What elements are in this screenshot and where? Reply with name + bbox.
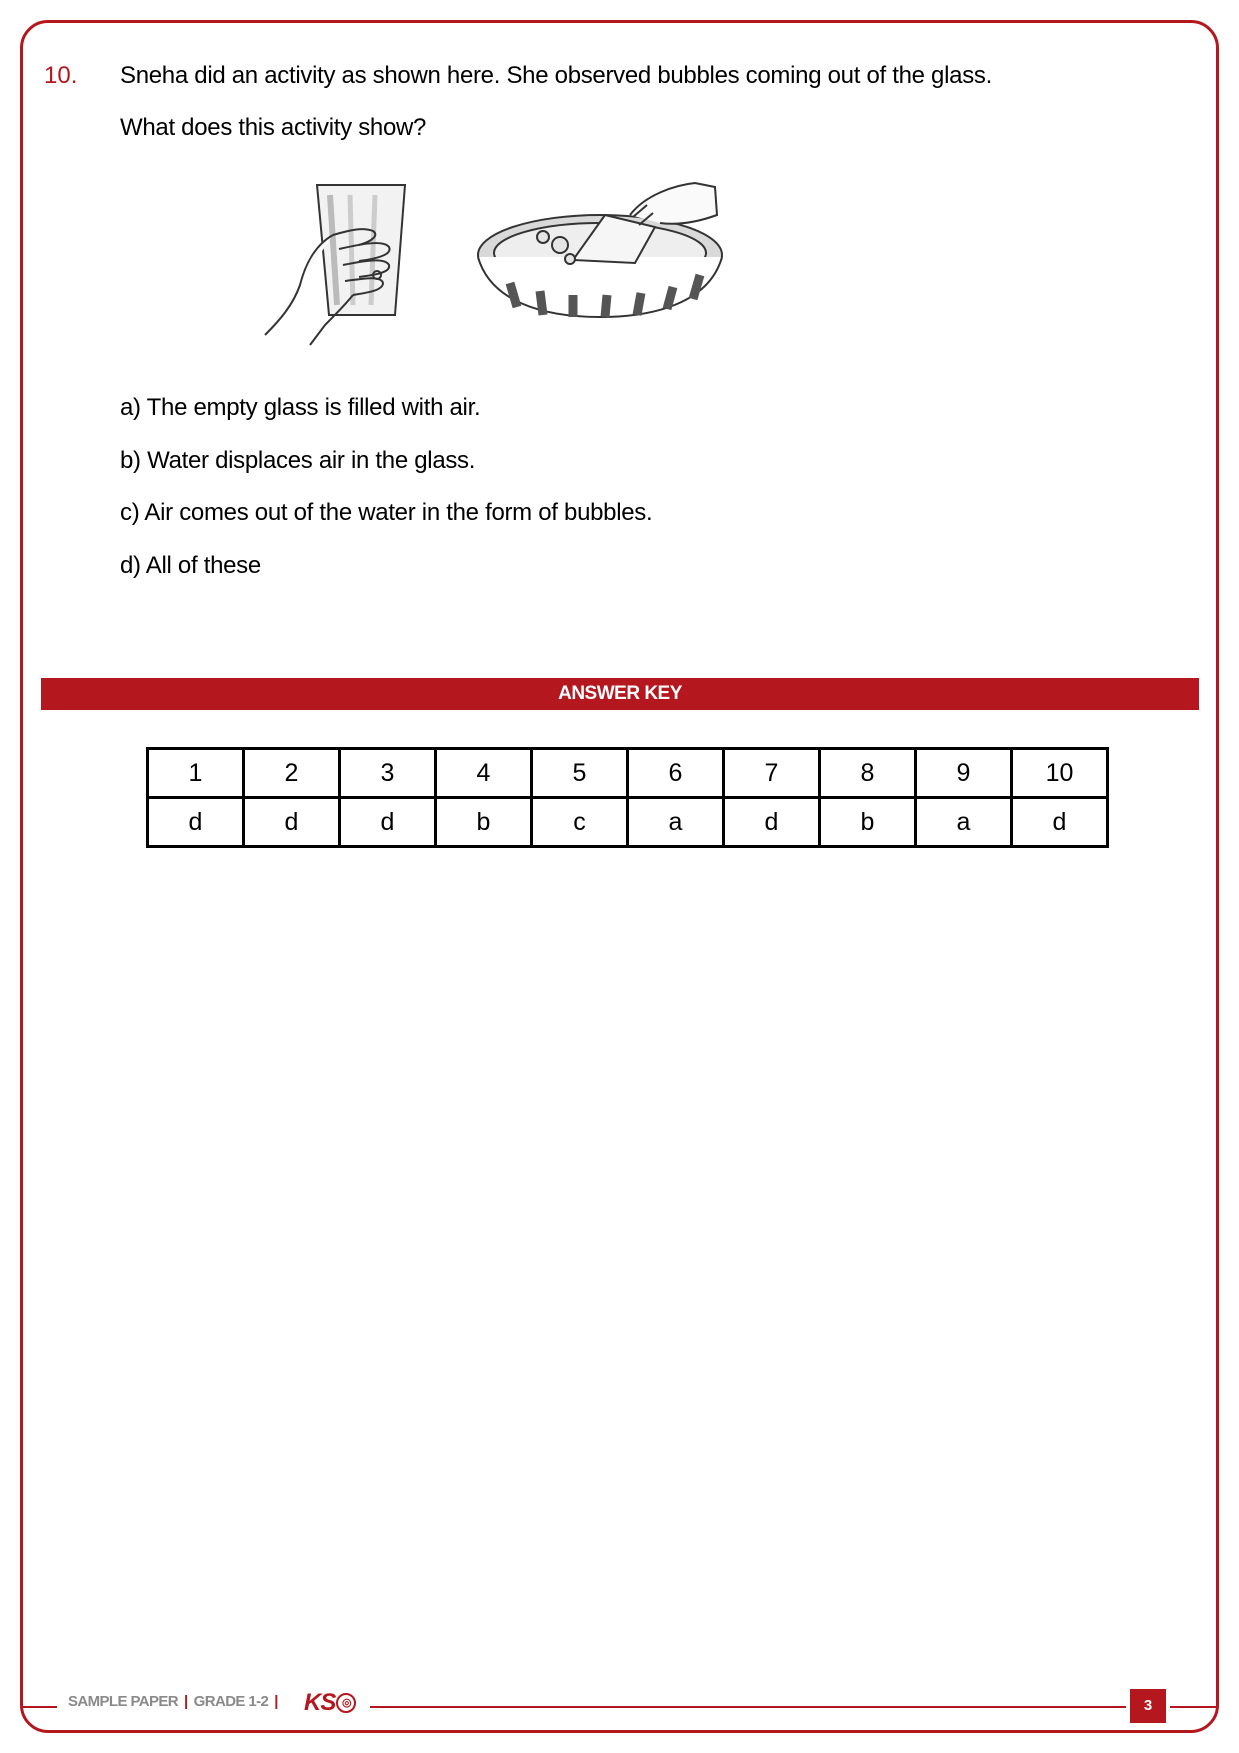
table-cell: 1: [148, 749, 244, 798]
table-cell: 10: [1012, 749, 1108, 798]
kso-logo: [304, 1690, 356, 1716]
option-b: b) Water displaces air in the glass.: [120, 447, 476, 474]
table-cell: 5: [532, 749, 628, 798]
footer-separator: |: [274, 1693, 278, 1710]
footer-label: [68, 1693, 284, 1710]
table-cell: c: [532, 798, 628, 847]
option-d: d) All of these: [120, 552, 261, 579]
footer-rule-right: [1170, 1706, 1216, 1708]
footer-rule-middle: [370, 1706, 1126, 1708]
page-number: 3: [1130, 1689, 1166, 1723]
logo-circle-icon: ◎: [336, 1693, 356, 1713]
table-cell: b: [820, 798, 916, 847]
table-cell: d: [340, 798, 436, 847]
answer-key-table: [146, 747, 1109, 848]
answer-key-header: ANSWER KEY: [41, 678, 1199, 710]
logo-text: KS: [304, 1689, 336, 1716]
question-number-row: [148, 749, 1108, 798]
question-number: 10.: [44, 62, 78, 89]
bowl-with-water-image: [478, 183, 722, 317]
question-prompt: What does this activity show?: [120, 114, 427, 141]
glass-in-hand-image: [265, 185, 405, 345]
table-cell: d: [244, 798, 340, 847]
activity-illustration: [255, 175, 775, 370]
table-cell: d: [724, 798, 820, 847]
footer-grade: GRADE 1-2: [193, 1693, 269, 1710]
option-a: a) The empty glass is filled with air.: [120, 394, 481, 421]
table-cell: a: [628, 798, 724, 847]
option-c: c) Air comes out of the water in the form of bubbles.: [120, 499, 653, 526]
footer-sample-paper: SAMPLE PAPER: [68, 1693, 179, 1710]
table-cell: 3: [340, 749, 436, 798]
answer-row: [148, 798, 1108, 847]
table-cell: 9: [916, 749, 1012, 798]
table-cell: d: [1012, 798, 1108, 847]
footer-rule-left: [23, 1706, 57, 1708]
table-cell: 7: [724, 749, 820, 798]
table-cell: 8: [820, 749, 916, 798]
table-cell: b: [436, 798, 532, 847]
question-text: Sneha did an activity as shown here. She observed bubbles coming out of the glass.: [120, 62, 992, 89]
footer-separator: |: [184, 1693, 188, 1710]
table-cell: d: [148, 798, 244, 847]
table-cell: 2: [244, 749, 340, 798]
table-cell: 4: [436, 749, 532, 798]
table-cell: a: [916, 798, 1012, 847]
table-cell: 6: [628, 749, 724, 798]
